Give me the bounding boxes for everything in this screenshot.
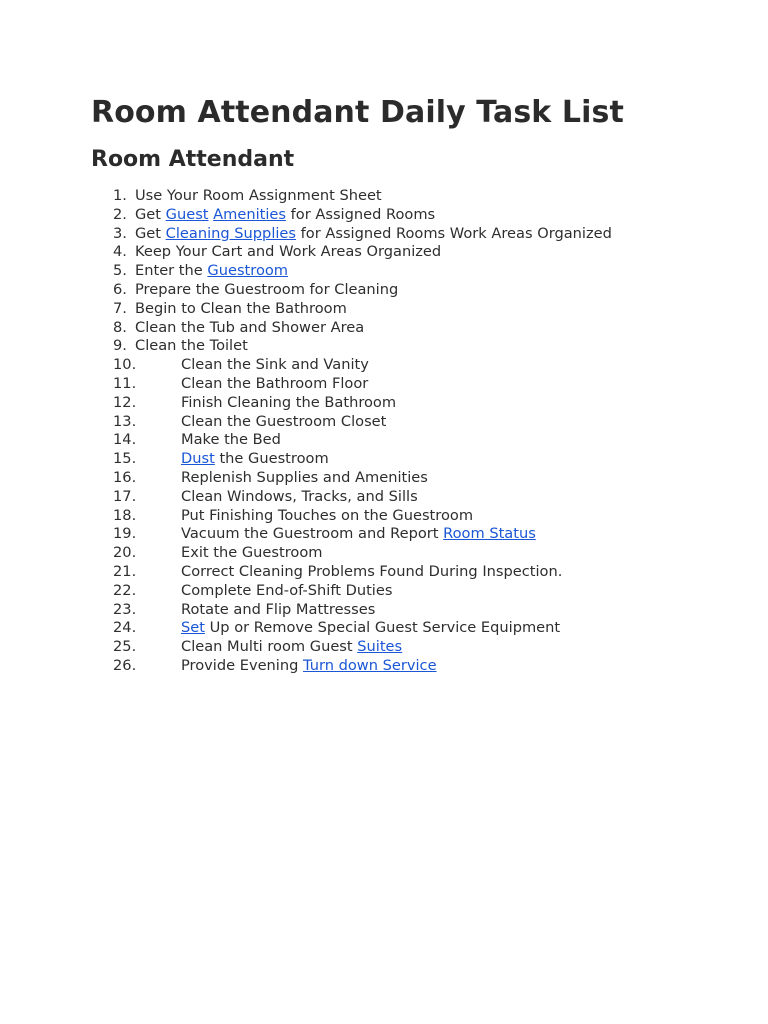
task-item [91,488,731,507]
task-number: 15. [113,450,137,468]
task-text [181,525,536,544]
task-number: 13. [113,412,137,430]
task-text [181,619,560,638]
task-text [181,431,281,450]
task-link[interactable]: Dust [181,450,215,468]
task-text [135,319,364,338]
task-item [91,563,731,582]
task-link[interactable]: Guestroom [207,262,289,280]
task-text [181,638,402,657]
task-item [91,375,731,394]
task-link[interactable]: Suites [357,638,403,656]
task-number: 21. [113,562,137,580]
task-text [135,300,347,319]
task-number: 3. [113,224,127,242]
task-text [181,413,386,432]
task-text [181,394,396,413]
task-text-segment: Clean the Bathroom Floor [181,374,369,392]
task-text [181,507,473,526]
task-number: 24. [113,619,137,637]
task-text [181,356,369,375]
task-text-segment: for Assigned Rooms Work Areas Organized [296,224,612,242]
task-item [91,225,731,244]
task-item [91,319,731,338]
task-item [91,356,731,375]
task-item [91,544,731,563]
task-number: 2. [113,205,127,223]
task-number: 6. [113,280,127,298]
task-text-segment: Provide Evening [181,656,304,674]
task-item [91,619,731,638]
task-number: 18. [113,506,137,524]
task-text-segment: Prepare the Guestroom for Cleaning [135,280,399,298]
task-item [91,601,731,620]
task-link[interactable]: Cleaning Supplies [165,224,297,242]
task-text-segment: Correct Cleaning Problems Found During Inspection. [181,562,563,580]
task-text-segment: Get [135,224,166,242]
task-text-segment: the Guestroom [214,450,329,468]
task-text [135,225,612,244]
task-item [91,243,731,262]
task-text [181,544,322,563]
task-text-segment: Clean the Sink and Vanity [181,356,369,374]
task-number: 4. [113,243,127,261]
task-text-segment: Complete End-of-Shift Duties [181,581,393,599]
task-number: 1. [113,187,127,204]
section-heading: Room Attendant [91,147,295,172]
task-item [91,281,731,300]
task-number: 9. [113,337,127,355]
task-number: 23. [113,600,137,618]
task-number: 26. [113,656,137,674]
task-item [91,582,731,601]
task-text [135,337,248,356]
task-number: 10. [113,356,137,374]
task-text [181,375,368,394]
task-number: 19. [113,525,137,543]
task-text-segment: Clean the Tub and Shower Area [135,318,365,336]
task-item [91,300,731,319]
task-text-segment: Make the Bed [181,431,281,449]
task-item [91,413,731,432]
task-text-segment: Rotate and Flip Mattresses [181,600,376,618]
task-link[interactable]: Guest [165,205,209,223]
task-text-segment: Use Your Room Assignment Sheet [135,187,382,204]
task-number: 22. [113,581,137,599]
task-text-segment: Up or Remove Special Guest Service Equipment [204,619,561,637]
task-item [91,525,731,544]
task-text [181,582,392,601]
task-item [91,657,731,676]
task-list [91,187,731,676]
task-link[interactable]: Amenities [213,205,287,223]
task-text-segment: Begin to Clean the Bathroom [135,299,347,317]
task-number: 5. [113,262,127,280]
task-item [91,394,731,413]
task-text-segment: Clean Multi room Guest [181,638,358,656]
task-text-segment: Keep Your Cart and Work Areas Organized [135,243,442,261]
task-number: 14. [113,431,137,449]
page-title: Room Attendant Daily Task List [91,95,624,130]
task-item [91,450,731,469]
task-text-segment: Clean Windows, Tracks, and Sills [181,487,418,505]
task-item [91,431,731,450]
task-item [91,206,731,225]
task-text [181,488,418,507]
task-text-segment: Replenish Supplies and Amenities [181,468,428,486]
task-item [91,469,731,488]
task-number: 12. [113,393,137,411]
task-link[interactable]: Room Status [443,525,536,543]
task-text [135,281,398,300]
task-text-segment: Get [135,205,166,223]
task-item [91,262,731,281]
task-text [181,657,437,676]
document-page [91,94,731,676]
task-text-segment: Enter the [135,262,208,280]
task-text-segment: Vacuum the Guestroom and Report [181,525,444,543]
task-text [181,563,562,582]
task-text [135,243,441,262]
task-number: 20. [113,544,137,562]
task-number: 16. [113,468,137,486]
task-number: 8. [113,318,127,336]
task-text [135,187,382,206]
task-link[interactable]: Set [181,619,205,637]
task-text-segment: Put Finishing Touches on the Guestroom [181,506,474,524]
task-item [91,638,731,657]
task-number: 25. [113,638,137,656]
task-item [91,337,731,356]
task-text [181,601,375,620]
task-number: 17. [113,487,137,505]
task-text-segment: Clean the Toilet [135,337,248,355]
task-text-segment: for Assigned Rooms [286,205,436,223]
task-link[interactable]: Turn down Service [303,656,437,674]
task-text [135,206,435,225]
task-number: 7. [113,299,127,317]
task-number: 11. [113,374,137,392]
task-text [135,262,288,281]
task-text [181,450,329,469]
task-item [91,187,731,206]
task-text-segment: Exit the Guestroom [181,544,323,562]
task-item [91,507,731,526]
task-text-segment: Clean the Guestroom Closet [181,412,387,430]
task-text [181,469,428,488]
task-text-segment: Finish Cleaning the Bathroom [181,393,397,411]
